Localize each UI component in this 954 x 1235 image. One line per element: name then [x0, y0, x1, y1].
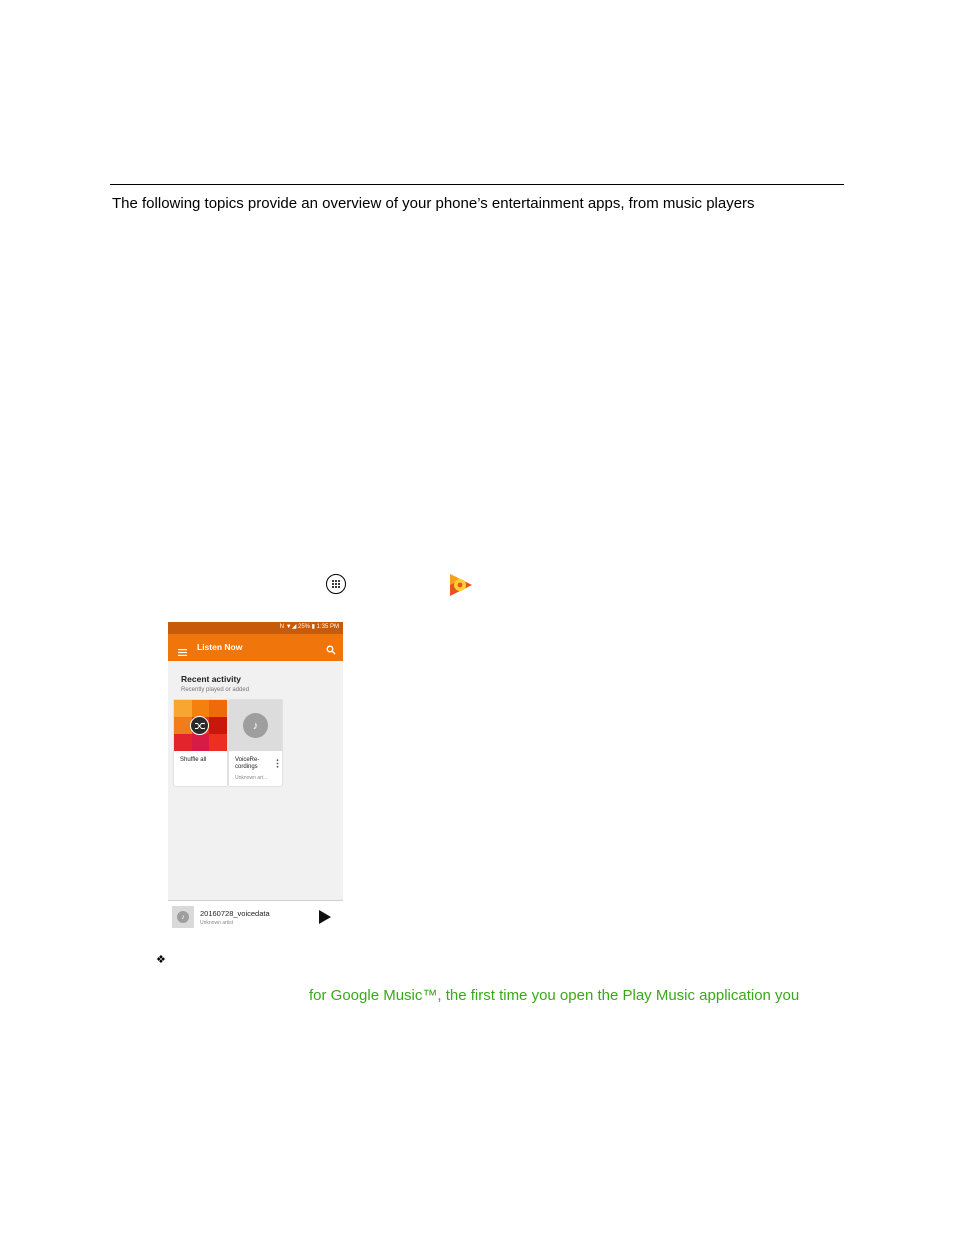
phone-screenshot: [168, 622, 343, 933]
section-title: Recent activity: [181, 674, 241, 684]
shuffle-all-card[interactable]: [174, 700, 227, 786]
shuffle-icon[interactable]: [190, 716, 209, 735]
apps-grid-icon: [326, 574, 346, 594]
overflow-menu-icon[interactable]: [276, 755, 279, 764]
card-label: Shuffle all: [180, 757, 207, 763]
card-subtitle: Unknown art...: [235, 775, 268, 781]
play-music-icon: [449, 574, 473, 596]
music-note-icon: ♪: [243, 713, 268, 738]
menu-icon[interactable]: [178, 643, 187, 650]
section-subtitle: Recently played or added: [181, 687, 250, 693]
now-playing-bar[interactable]: [168, 900, 343, 933]
app-bar: [168, 634, 343, 661]
card-label: VoiceRe- cordings: [235, 757, 260, 770]
track-title: 20160728_voicedata: [200, 909, 270, 918]
voicerecordings-card[interactable]: [229, 700, 282, 786]
status-text: N ▼◢ 25% ▮ 1:35 PM: [279, 624, 339, 630]
bullet-icon: ❖: [156, 954, 166, 966]
play-icon[interactable]: [319, 910, 331, 924]
music-note-icon: ♪: [177, 911, 189, 923]
album-art-placeholder: [229, 700, 282, 751]
status-bar: [168, 622, 343, 634]
note-text: for Google Music™, the first time you open the Play Music application you: [309, 987, 800, 1004]
search-icon[interactable]: [326, 642, 336, 652]
track-thumbnail: [172, 906, 194, 928]
section-rule: [110, 184, 844, 185]
intro-paragraph: The following topics provide an overview of your phone’s entertainment apps, from music players: [112, 195, 755, 212]
app-bar-title: Listen Now: [197, 642, 243, 652]
track-artist: Unknown artist: [200, 920, 234, 926]
